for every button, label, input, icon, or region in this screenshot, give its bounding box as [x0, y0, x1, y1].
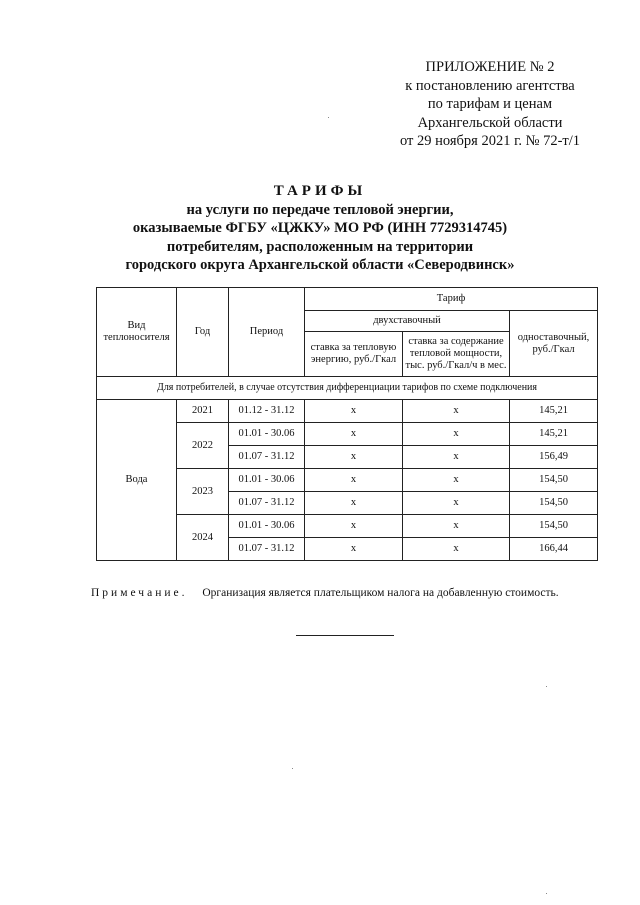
- period-cell: 01.07 - 31.12: [229, 446, 305, 469]
- energy-cell: x: [305, 515, 403, 538]
- header-energy-rate: ставка за тепловую энергию, руб./Гкал: [305, 332, 403, 377]
- appendix-number: ПРИЛОЖЕНИЕ № 2: [425, 59, 555, 75]
- header-carrier: Вид теплоносителя: [97, 288, 177, 377]
- capacity-cell: x: [403, 492, 510, 515]
- energy-cell: x: [305, 446, 403, 469]
- year-cell: 2023: [177, 469, 229, 515]
- document-title: [0, 182, 640, 275]
- header-single-rate: одноставочный, руб./Гкал: [510, 311, 598, 377]
- single-rate-cell: 154,50: [510, 492, 598, 515]
- header-tariff: Тариф: [305, 288, 598, 311]
- appendix-line: по тарифам и ценам: [427, 96, 553, 112]
- single-rate-cell: 154,50: [510, 469, 598, 492]
- capacity-cell: x: [403, 515, 510, 538]
- single-rate-cell: 154,50: [510, 515, 598, 538]
- scan-speck: [546, 893, 547, 894]
- carrier-cell: Вода: [97, 400, 177, 561]
- title-line: на услуги по передаче тепловой энергии,: [186, 201, 454, 218]
- section-row: Для потребителей, в случае отсутствия дифференциации тарифов по схеме подключения: [97, 377, 598, 400]
- note-text: Организация является плательщиком налога на добавленную стоимость.: [202, 587, 559, 599]
- energy-cell: x: [305, 400, 403, 423]
- year-cell: 2024: [177, 515, 229, 561]
- period-cell: 01.07 - 31.12: [229, 492, 305, 515]
- year-cell: 2021: [177, 400, 229, 423]
- tariff-table: [96, 287, 598, 561]
- single-rate-cell: 145,21: [510, 400, 598, 423]
- title-line: городского округа Архангельской области «Северодвинск»: [125, 257, 515, 273]
- period-cell: 01.01 - 30.06: [229, 423, 305, 446]
- energy-cell: x: [305, 492, 403, 515]
- footnote: [91, 587, 611, 599]
- capacity-cell: x: [403, 446, 510, 469]
- divider: [296, 635, 394, 636]
- single-rate-cell: 166,44: [510, 538, 598, 561]
- single-rate-cell: 156,49: [510, 446, 598, 469]
- scan-speck: [546, 686, 547, 687]
- title-line: потребителям, расположенным на территории: [166, 238, 474, 255]
- appendix-line: к постановлению агентства: [405, 77, 575, 94]
- title-line: оказываемые ФГБУ «ЦЖКУ» МО РФ (ИНН 7729314745): [132, 220, 508, 236]
- capacity-cell: x: [403, 538, 510, 561]
- scan-speck: [292, 768, 293, 769]
- energy-cell: x: [305, 423, 403, 446]
- capacity-cell: x: [403, 400, 510, 423]
- header-year: Год: [177, 288, 229, 377]
- capacity-cell: x: [403, 423, 510, 446]
- energy-cell: x: [305, 469, 403, 492]
- header-capacity-rate: ставка за содержание тепловой мощности, тыс. руб./Гкал/ч в мес.: [403, 332, 510, 377]
- scan-speck: [328, 117, 329, 118]
- header-two-rate: двухставочный: [305, 311, 510, 332]
- single-rate-cell: 145,21: [510, 423, 598, 446]
- title-main: ТАРИФЫ: [273, 183, 367, 199]
- note-label: Примечание.: [91, 587, 188, 599]
- table-row: [97, 400, 598, 423]
- header-period: Период: [229, 288, 305, 377]
- appendix-header: [380, 58, 600, 151]
- period-cell: 01.12 - 31.12: [229, 400, 305, 423]
- period-cell: 01.01 - 30.06: [229, 515, 305, 538]
- period-cell: 01.01 - 30.06: [229, 469, 305, 492]
- capacity-cell: x: [403, 469, 510, 492]
- year-cell: 2022: [177, 423, 229, 469]
- period-cell: 01.07 - 31.12: [229, 538, 305, 561]
- appendix-date: от 29 ноября 2021 г. № 72-т/1: [399, 133, 581, 149]
- energy-cell: x: [305, 538, 403, 561]
- appendix-line: Архангельской области: [417, 114, 563, 131]
